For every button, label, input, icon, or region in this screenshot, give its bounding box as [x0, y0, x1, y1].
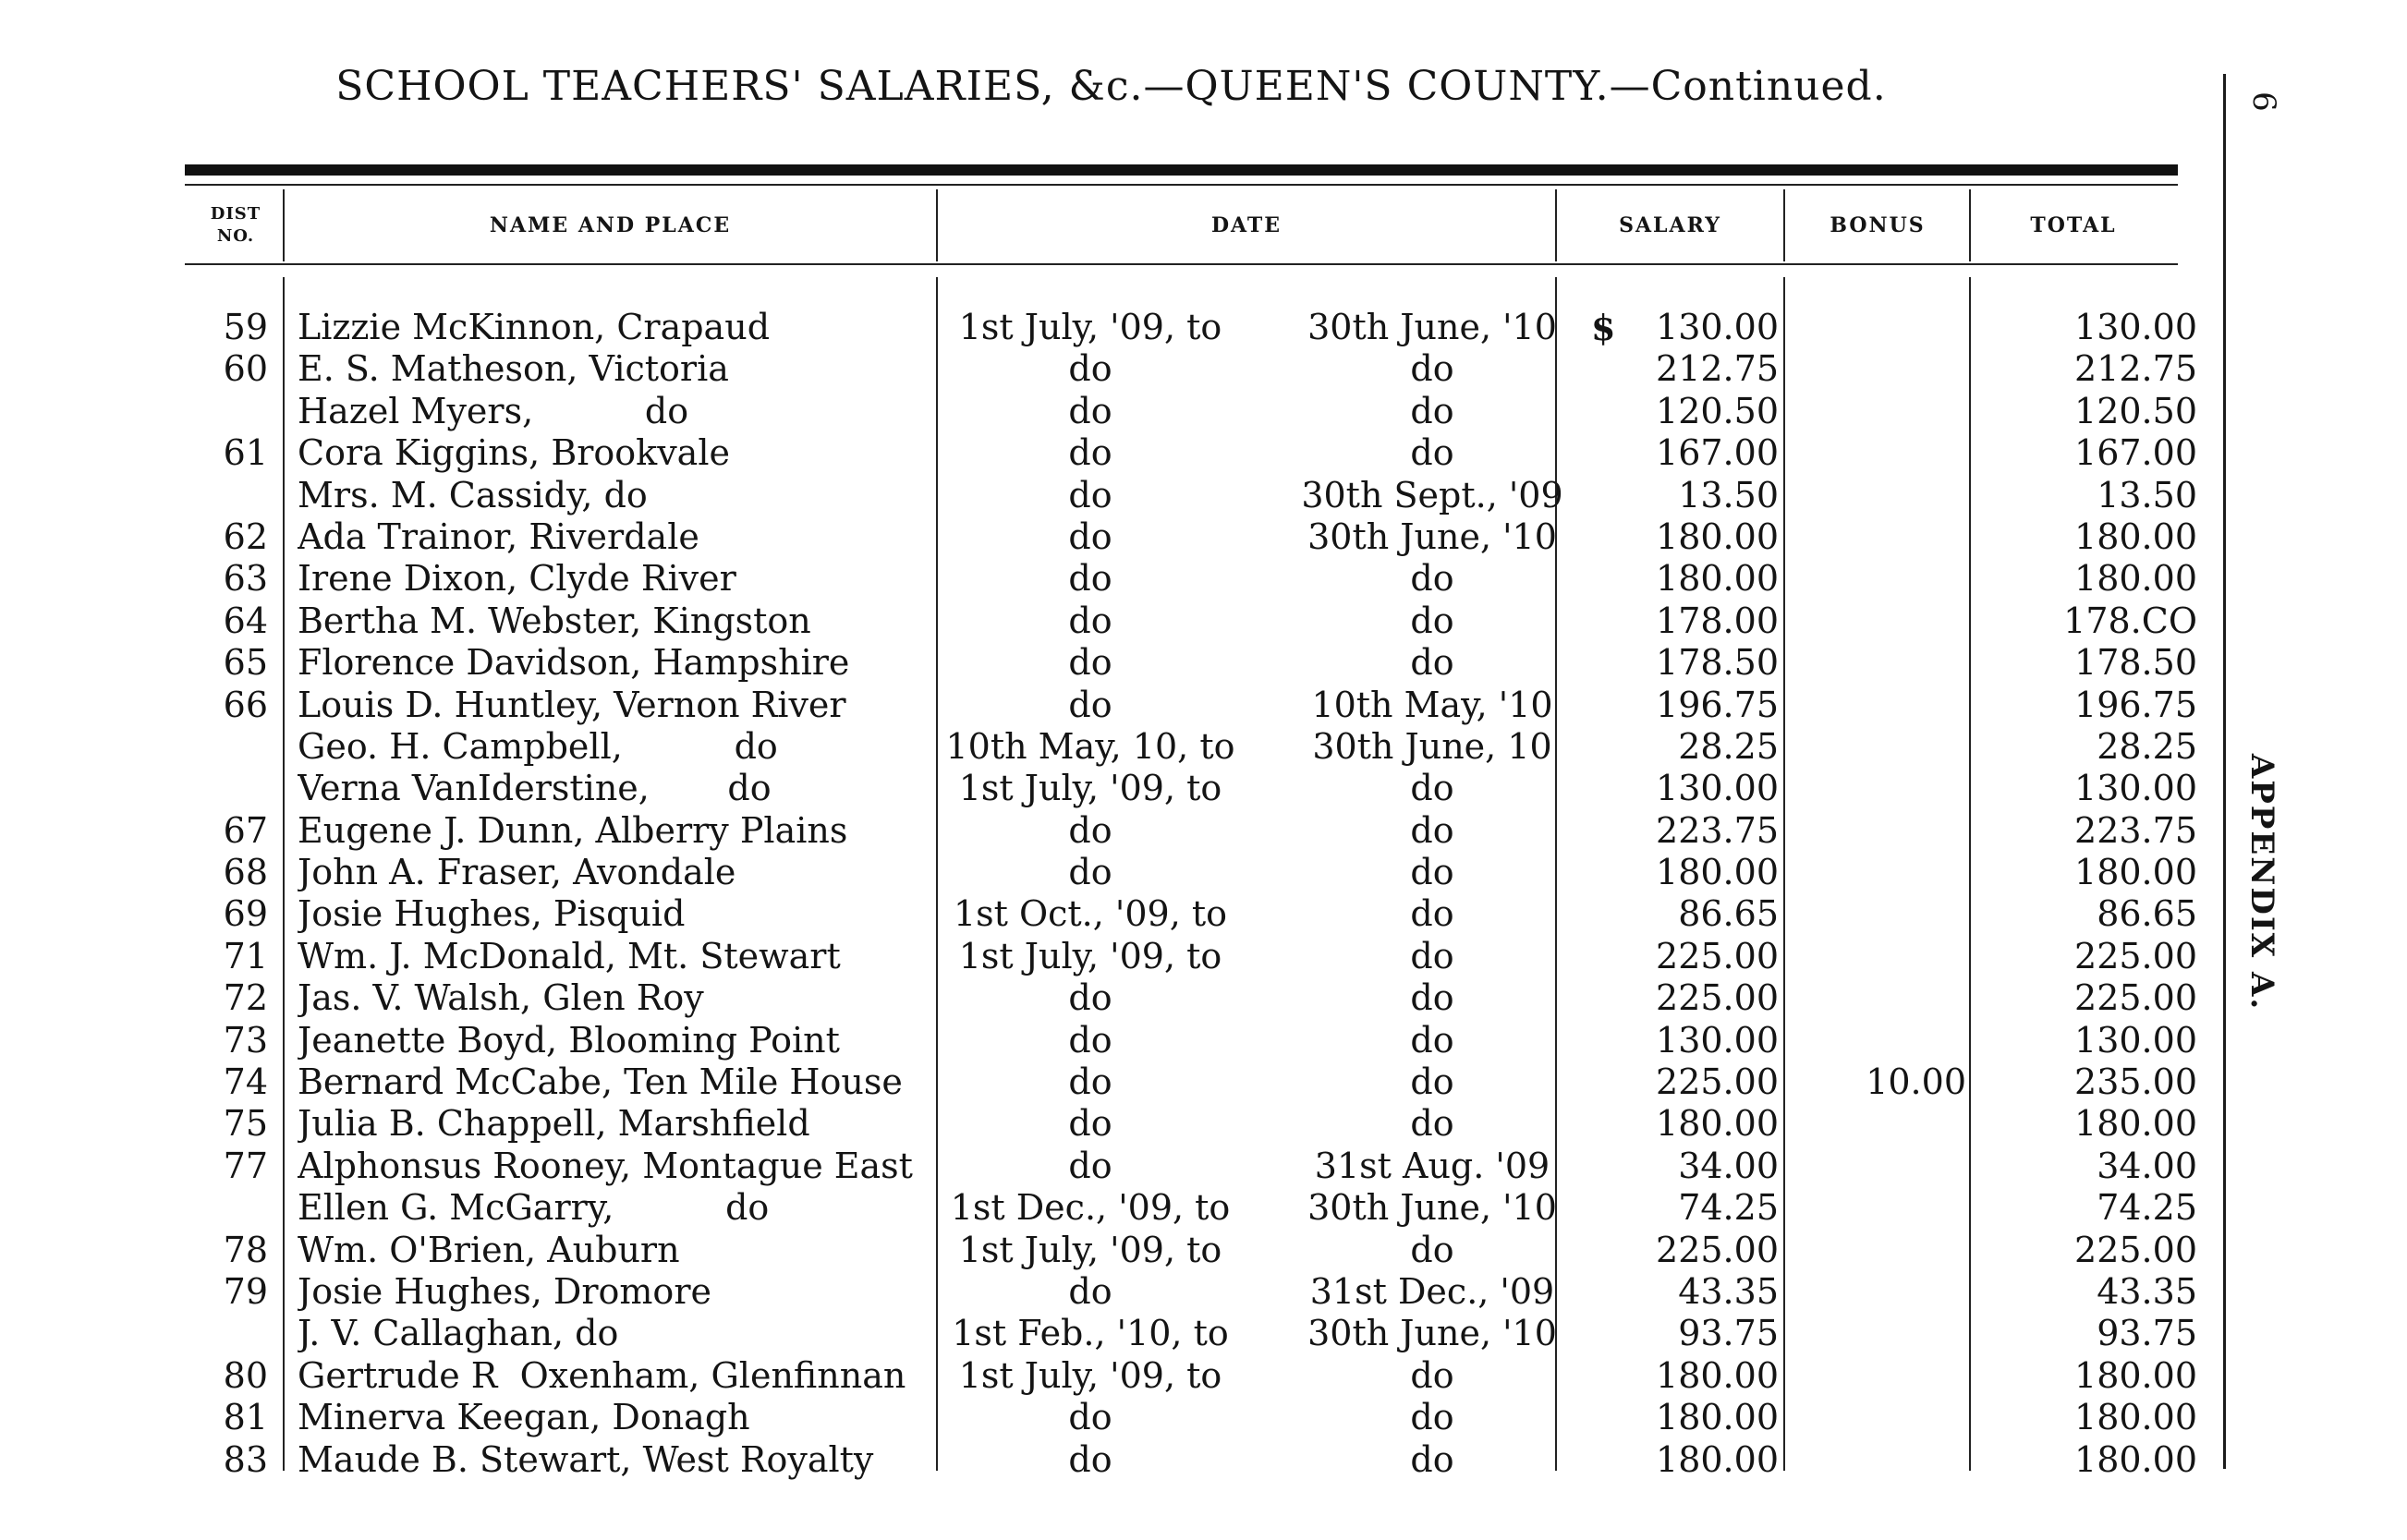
date-to: do: [1410, 432, 1454, 474]
table-row: [0, 348, 2218, 390]
date-to: 30th June, 10: [1312, 725, 1552, 767]
table-row: [0, 642, 2218, 684]
date-to: 30th Sept., '09: [1301, 474, 1563, 515]
salary-amount: 74.25: [1678, 1187, 1779, 1229]
table-row: [0, 977, 2218, 1019]
date-from: do: [1068, 515, 1112, 557]
header-name-and-place: NAME AND PLACE: [489, 213, 732, 237]
dist-no: 63: [223, 558, 268, 600]
date-to: 30th June, '10: [1307, 515, 1557, 557]
salary-amount: 34.00: [1678, 1145, 1779, 1186]
total-amount: 223.75: [2074, 809, 2197, 851]
table-row: [0, 1230, 2218, 1271]
date-from: do: [1068, 558, 1112, 600]
table-row: [0, 516, 2218, 558]
date-from: do: [1068, 600, 1112, 641]
salary-amount: 180.00: [1656, 515, 1779, 557]
date-to: do: [1410, 1397, 1454, 1438]
date-to: 10th May, '10: [1311, 684, 1553, 725]
date-from: do: [1068, 852, 1112, 893]
teacher-name-place: John A. Fraser, Avondale: [298, 852, 736, 893]
table-row: [0, 1103, 2218, 1145]
teacher-name-place: Ellen G. McGarry, do: [298, 1187, 770, 1229]
table-row: [0, 1397, 2218, 1438]
teacher-name-place: Josie Hughes, Pisquid: [298, 893, 686, 935]
salary-amount: 196.75: [1656, 684, 1779, 725]
teacher-name-place: Jas. V. Walsh, Glen Roy: [298, 977, 704, 1019]
teacher-name-place: Eugene J. Dunn, Alberry Plains: [298, 809, 848, 851]
salary-table-body: [0, 307, 2218, 1481]
total-amount: 130.00: [2074, 768, 2197, 809]
date-from: do: [1068, 1145, 1112, 1186]
teacher-name-place: Mrs. M. Cassidy, do: [298, 474, 648, 515]
salary-amount: 178.50: [1656, 642, 1779, 684]
total-amount: 180.00: [2074, 558, 2197, 600]
total-amount: 180.00: [2074, 1103, 2197, 1145]
dist-no: 77: [223, 1145, 268, 1186]
header-divider: [936, 189, 938, 261]
date-from: do: [1068, 1270, 1112, 1312]
currency-symbol: $: [1591, 307, 1616, 348]
date-to: do: [1410, 1438, 1454, 1480]
teacher-name-place: Bernard McCabe, Ten Mile House: [298, 1061, 903, 1103]
table-row: [0, 852, 2218, 893]
header-divider: [283, 189, 285, 261]
header-dist-no-label: DIST NO.: [210, 204, 261, 246]
total-amount: 225.00: [2074, 935, 2197, 976]
salary-amount: 130.00: [1656, 307, 1779, 347]
teacher-name-place: Julia B. Chappell, Marshfield: [298, 1103, 810, 1145]
date-to: 30th June, '10: [1307, 307, 1557, 347]
teacher-name-place: Ada Trainor, Riverdale: [298, 515, 699, 557]
teacher-name-place: Louis D. Huntley, Vernon River: [298, 684, 846, 725]
salary-amount: 13.50: [1678, 474, 1779, 515]
date-from: 1st July, '09, to: [958, 1229, 1222, 1270]
table-row: [0, 558, 2218, 600]
date-from: do: [1068, 1019, 1112, 1061]
date-from: do: [1068, 1103, 1112, 1145]
table-row: [0, 1313, 2218, 1354]
salary-amount: 225.00: [1656, 935, 1779, 976]
date-from: 10th May, 10, to: [945, 725, 1235, 767]
total-amount: 34.00: [2097, 1145, 2197, 1186]
teacher-name-place: Wm. O'Brien, Auburn: [298, 1229, 680, 1270]
date-to: do: [1410, 977, 1454, 1019]
teacher-name-place: Florence Davidson, Hampshire: [298, 642, 850, 684]
date-to: do: [1410, 348, 1454, 390]
date-to: do: [1410, 852, 1454, 893]
header-bottom-rule: [185, 263, 2178, 265]
dist-no: 69: [223, 893, 268, 935]
table-row: [0, 685, 2218, 726]
table-row: [0, 1061, 2218, 1103]
total-amount: 86.65: [2097, 893, 2197, 935]
teacher-name-place: Wm. J. McDonald, Mt. Stewart: [298, 935, 841, 976]
header-total: TOTAL: [2030, 213, 2117, 237]
total-amount: 130.00: [2074, 307, 2197, 347]
salary-amount: 180.00: [1656, 558, 1779, 600]
teacher-name-place: Gertrude R Oxenham, Glenfinnan: [298, 1354, 906, 1396]
salary-amount: 225.00: [1656, 1061, 1779, 1103]
salary-amount: 93.75: [1678, 1313, 1779, 1354]
total-amount: 225.00: [2074, 1229, 2197, 1270]
total-amount: 167.00: [2074, 432, 2197, 474]
header-divider: [1783, 189, 1785, 261]
salary-amount: 223.75: [1656, 809, 1779, 851]
date-from: 1st July, '09, to: [958, 935, 1222, 976]
date-to: 30th June, '10: [1307, 1313, 1557, 1354]
total-amount: 28.25: [2097, 725, 2197, 767]
dist-no: 75: [223, 1103, 268, 1145]
table-row: [0, 726, 2218, 768]
salary-amount: 180.00: [1656, 1397, 1779, 1438]
date-from: 1st Oct., '09, to: [953, 893, 1228, 935]
date-to: 31st Dec., '09: [1309, 1270, 1555, 1312]
date-from: do: [1068, 1438, 1112, 1480]
date-to: do: [1410, 893, 1454, 935]
salary-amount: 43.35: [1678, 1270, 1779, 1312]
dist-no: 62: [223, 515, 268, 557]
dist-no: 60: [223, 348, 268, 390]
header-dist-no: [189, 189, 282, 261]
salary-amount: 180.00: [1656, 1354, 1779, 1396]
teacher-name-place: Josie Hughes, Dromore: [298, 1270, 711, 1312]
date-to: do: [1410, 390, 1454, 431]
table-row: [0, 810, 2218, 852]
salary-amount: 212.75: [1656, 348, 1779, 390]
date-from: do: [1068, 390, 1112, 431]
teacher-name-place: Cora Kiggins, Brookvale: [298, 432, 730, 474]
table-row: [0, 1271, 2218, 1313]
table-row: [0, 1355, 2218, 1397]
date-to: do: [1410, 642, 1454, 684]
date-to: 31st Aug. '09: [1314, 1145, 1550, 1186]
dist-no: 66: [223, 684, 268, 725]
salary-amount: 225.00: [1656, 977, 1779, 1019]
teacher-name-place: Alphonsus Rooney, Montague East: [298, 1145, 913, 1186]
teacher-name-place: E. S. Matheson, Victoria: [298, 348, 729, 390]
salary-amount: 180.00: [1656, 852, 1779, 893]
total-amount: 13.50: [2097, 474, 2197, 515]
total-amount: 120.50: [2074, 390, 2197, 431]
date-from: do: [1068, 348, 1112, 390]
thin-top-rule: [185, 184, 2178, 186]
dist-no: 78: [223, 1229, 268, 1270]
header-bonus: BONUS: [1830, 213, 1926, 237]
date-to: do: [1410, 935, 1454, 976]
date-from: 1st July, '09, to: [958, 1354, 1222, 1396]
date-to: 30th June, '10: [1307, 1187, 1557, 1229]
table-row: [0, 600, 2218, 642]
total-amount: 130.00: [2074, 1019, 2197, 1061]
table-row: [0, 475, 2218, 516]
teacher-name-place: Minerva Keegan, Donagh: [298, 1397, 750, 1438]
date-to: do: [1410, 558, 1454, 600]
total-amount: 178.CO: [2063, 600, 2197, 641]
salary-amount: 28.25: [1678, 725, 1779, 767]
total-amount: 235.00: [2074, 1061, 2197, 1103]
table-row: [0, 391, 2218, 432]
dist-no: 74: [223, 1061, 268, 1103]
date-to: do: [1410, 1229, 1454, 1270]
salary-amount: 167.00: [1656, 432, 1779, 474]
dist-no: 67: [223, 809, 268, 851]
total-amount: 180.00: [2074, 1354, 2197, 1396]
dist-no: 59: [223, 307, 268, 347]
teacher-name-place: Hazel Myers, do: [298, 390, 689, 431]
total-amount: 43.35: [2097, 1270, 2197, 1312]
page-title: SCHOOL TEACHERS' SALARIES, &c.—QUEEN'S COUNTY.—Continued.: [335, 63, 1887, 110]
right-vertical-rule: [2223, 74, 2226, 1469]
date-to: do: [1410, 768, 1454, 809]
dist-no: 61: [223, 432, 268, 474]
teacher-name-place: Bertha M. Webster, Kingston: [298, 600, 811, 641]
salary-amount: 180.00: [1656, 1438, 1779, 1480]
date-from: 1st Feb., '10, to: [952, 1313, 1229, 1354]
teacher-name-place: Jeanette Boyd, Blooming Point: [298, 1019, 840, 1061]
date-from: 1st July, '09, to: [958, 768, 1222, 809]
date-from: do: [1068, 809, 1112, 851]
appendix-label: APPENDIX A.: [2243, 753, 2280, 1012]
date-from: do: [1068, 684, 1112, 725]
salary-amount: 86.65: [1678, 893, 1779, 935]
salary-amount: 130.00: [1656, 768, 1779, 809]
total-amount: 93.75: [2097, 1313, 2197, 1354]
teacher-name-place: Verna VanIderstine, do: [298, 768, 772, 809]
salary-amount: 120.50: [1656, 390, 1779, 431]
salary-amount: 180.00: [1656, 1103, 1779, 1145]
total-amount: 74.25: [2097, 1187, 2197, 1229]
dist-no: 81: [223, 1397, 268, 1438]
date-to: do: [1410, 1061, 1454, 1103]
date-to: do: [1410, 1019, 1454, 1061]
table-row: [0, 1187, 2218, 1229]
dist-no: 79: [223, 1270, 268, 1312]
date-to: do: [1410, 1103, 1454, 1145]
salary-amount: 130.00: [1656, 1019, 1779, 1061]
table-row: [0, 1146, 2218, 1187]
page-number: 6: [2245, 91, 2282, 112]
table-row: [0, 768, 2218, 809]
date-from: do: [1068, 1061, 1112, 1103]
dist-no: 83: [223, 1438, 268, 1480]
teacher-name-place: Lizzie McKinnon, Crapaud: [298, 307, 771, 347]
header-salary: SALARY: [1619, 213, 1721, 237]
dist-no: 73: [223, 1019, 268, 1061]
total-amount: 180.00: [2074, 515, 2197, 557]
table-row: [0, 307, 2218, 348]
date-from: do: [1068, 642, 1112, 684]
total-amount: 196.75: [2074, 684, 2197, 725]
salary-amount: 178.00: [1656, 600, 1779, 641]
date-from: 1st July, '09, to: [958, 307, 1222, 347]
dist-no: 68: [223, 852, 268, 893]
total-amount: 180.00: [2074, 1397, 2197, 1438]
table-row: [0, 1439, 2218, 1481]
header-divider: [1555, 189, 1557, 261]
header-date: DATE: [1210, 213, 1283, 237]
dist-no: 80: [223, 1354, 268, 1396]
table-row: [0, 1020, 2218, 1061]
total-amount: 178.50: [2074, 642, 2197, 684]
header-divider: [1969, 189, 1971, 261]
teacher-name-place: J. V. Callaghan, do: [298, 1313, 619, 1354]
date-from: 1st Dec., '09, to: [950, 1187, 1231, 1229]
dist-no: 71: [223, 935, 268, 976]
table-row: [0, 432, 2218, 474]
table-row: [0, 893, 2218, 935]
bonus-amount: 10.00: [1866, 1061, 1966, 1103]
date-from: do: [1068, 977, 1112, 1019]
date-to: do: [1410, 809, 1454, 851]
teacher-name-place: Geo. H. Campbell, do: [298, 725, 778, 767]
date-from: do: [1068, 474, 1112, 515]
teacher-name-place: Irene Dixon, Clyde River: [298, 558, 736, 600]
teacher-name-place: Maude B. Stewart, West Royalty: [298, 1438, 874, 1480]
total-amount: 225.00: [2074, 977, 2197, 1019]
dist-no: 64: [223, 600, 268, 641]
date-to: do: [1410, 600, 1454, 641]
date-from: do: [1068, 432, 1112, 474]
salary-amount: 225.00: [1656, 1229, 1779, 1270]
total-amount: 212.75: [2074, 348, 2197, 390]
date-from: do: [1068, 1397, 1112, 1438]
total-amount: 180.00: [2074, 1438, 2197, 1480]
total-amount: 180.00: [2074, 852, 2197, 893]
dist-no: 72: [223, 977, 268, 1019]
table-row: [0, 936, 2218, 977]
date-to: do: [1410, 1354, 1454, 1396]
dist-no: 65: [223, 642, 268, 684]
thick-top-rule: [185, 164, 2178, 176]
